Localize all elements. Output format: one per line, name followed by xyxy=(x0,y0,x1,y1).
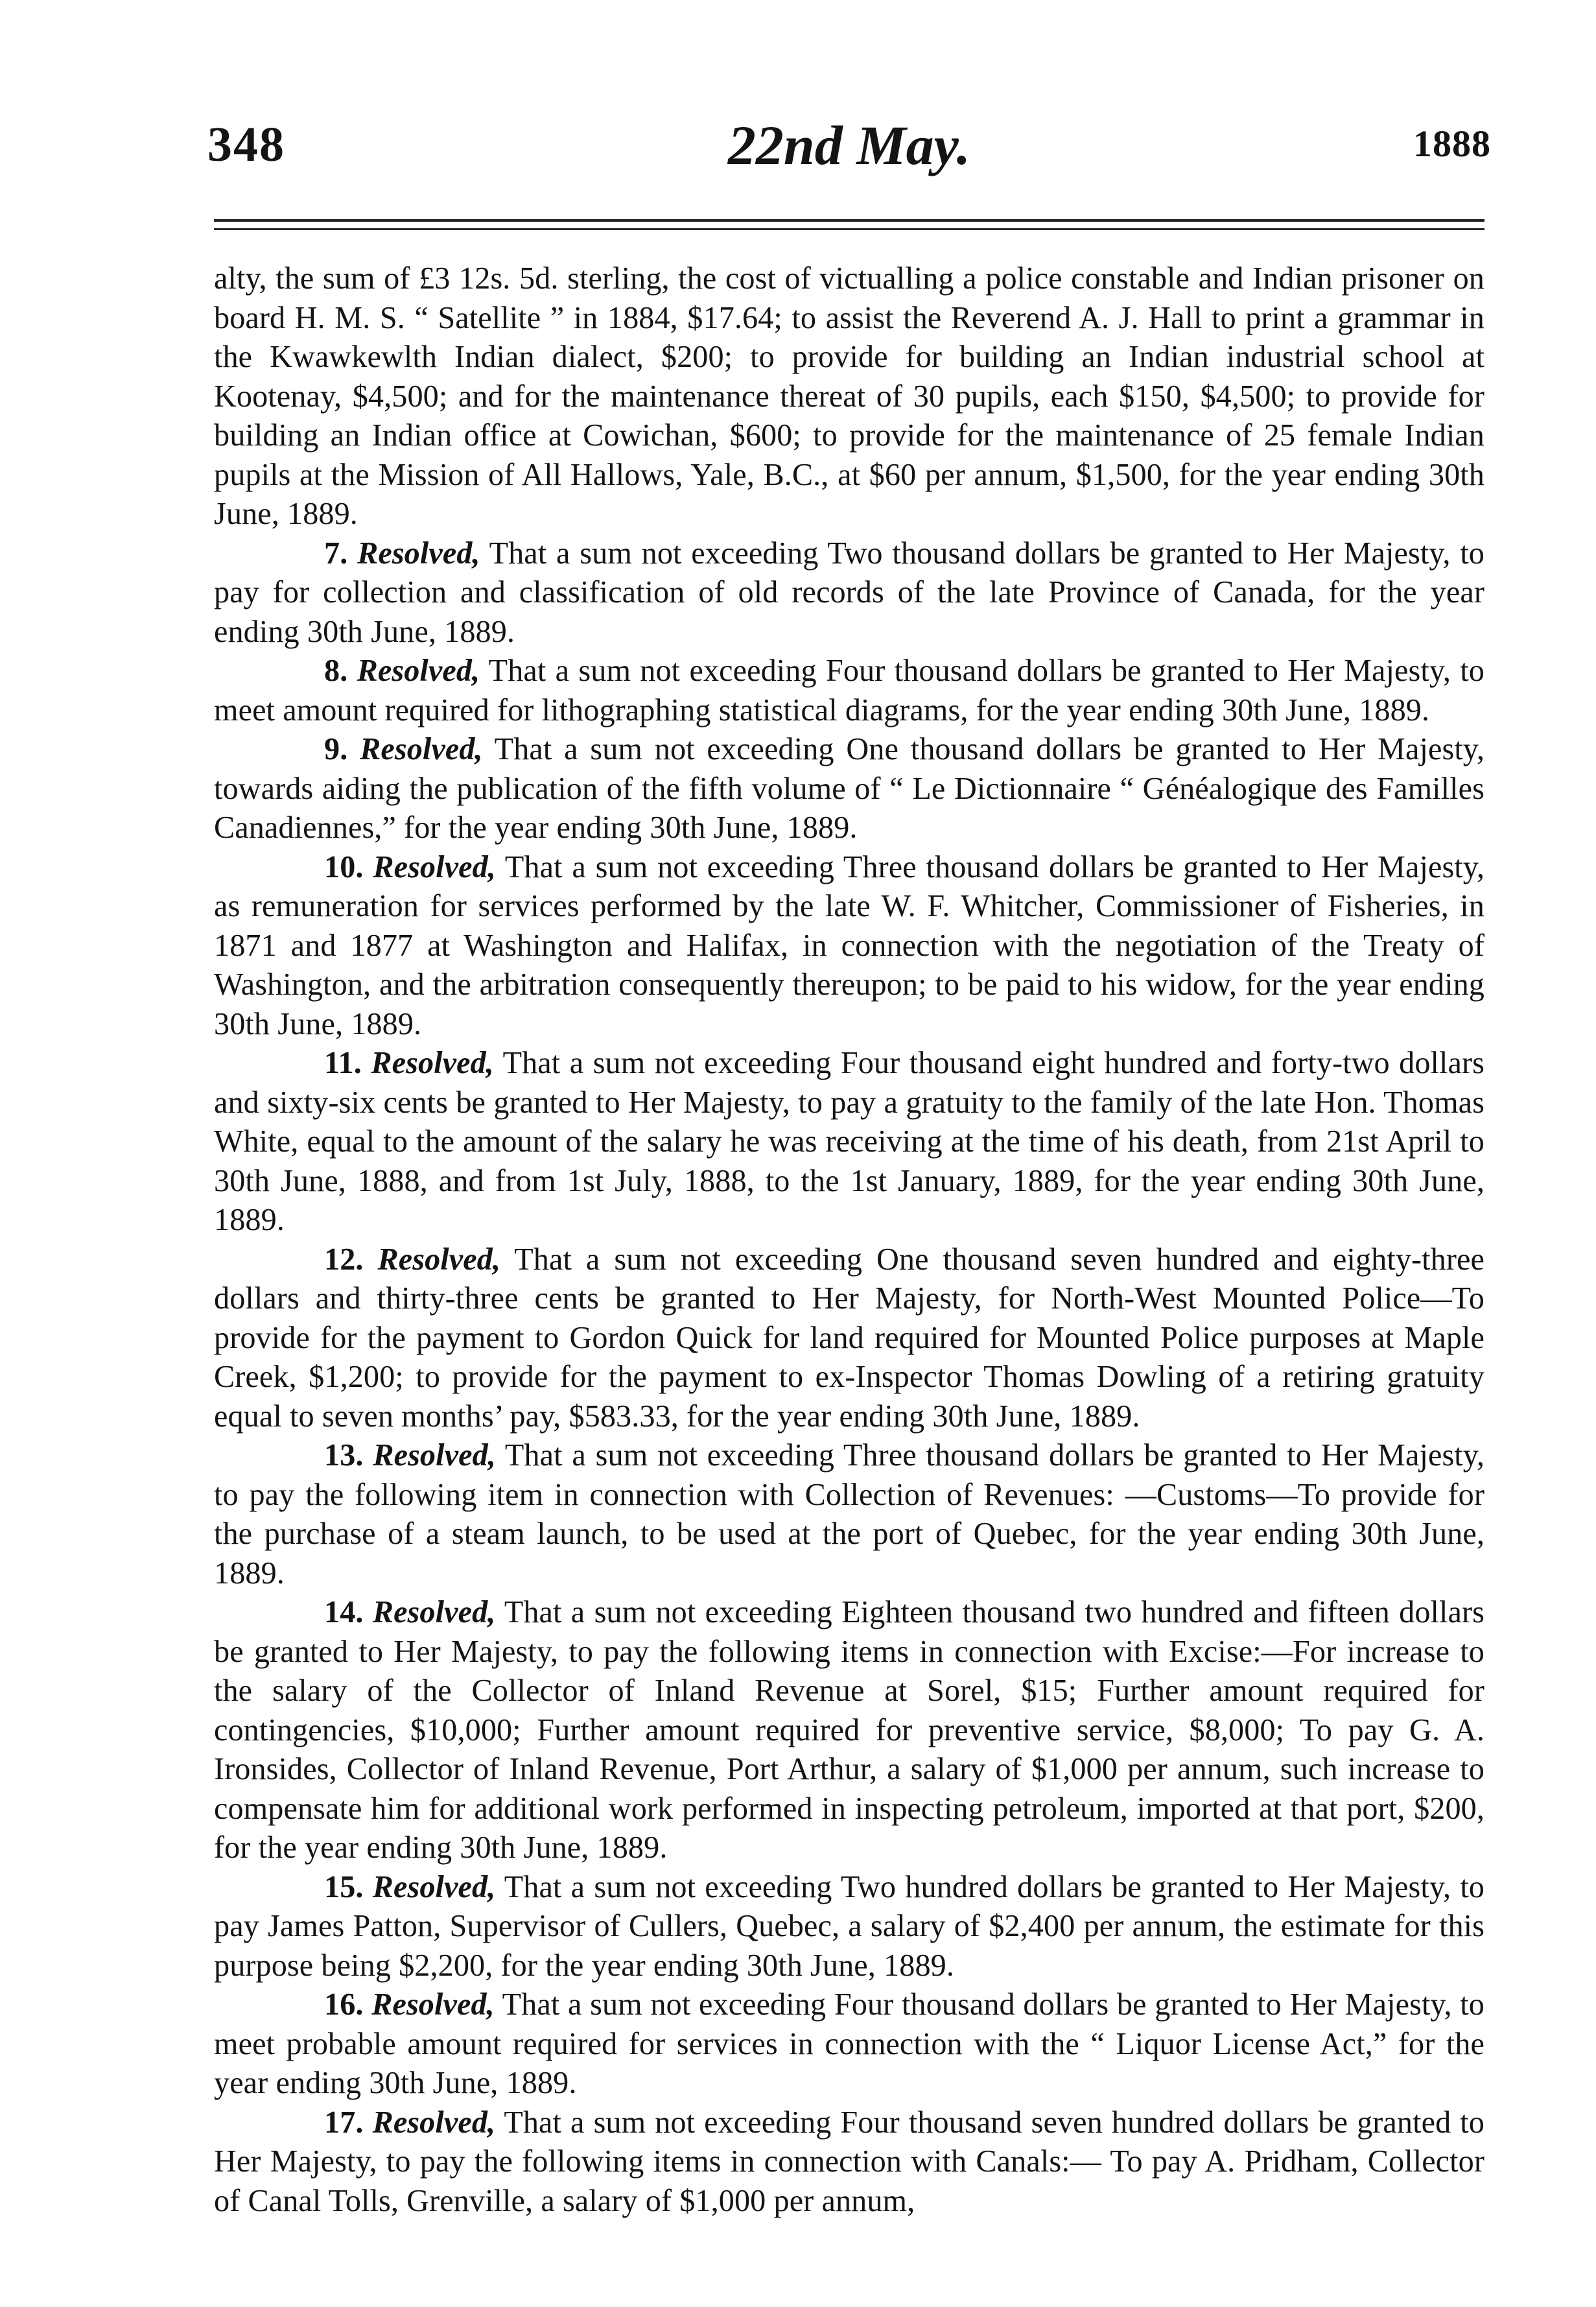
resolution-8 xyxy=(214,652,1485,730)
resolution-13 xyxy=(214,1436,1485,1593)
resolved-word: Resolved, xyxy=(373,1438,496,1473)
resolution-text: That a sum not exceeding Four thousand dollars be granted to Her Majesty, to meet probable amount required for services in connection with the “ Liquor License Act,” for the year ending 30th June, 1889. xyxy=(214,1987,1485,2100)
resolution-number: 16. xyxy=(324,1987,364,2022)
resolution-17 xyxy=(214,2103,1485,2221)
resolution-12 xyxy=(214,1240,1485,1437)
resolution-9 xyxy=(214,730,1485,848)
continuation-paragraph: alty, the sum of £3 12s. 5d. sterling, the cost of victualling a police constable and Indian prisoner on board H. M. S. “ Satellite ” in 1884, $17.64; to assist the Reverend A. J. Hall to print a grammar in the Kwawkewlth Indian dialect, $200; to provide for building an Indian industrial school at Kootenay, $4,500; and for the maintenance thereat of 30 pupils, each $150, $4,500; to provide for building an Indian office at Cowichan, $600; to provide for the maintenance of 25 female Indian pupils at the Mission of All Hallows, Yale, B.C., at $60 per annum, $1,500, for the year ending 30th June, 1889. xyxy=(214,261,1485,531)
resolution-text: That a sum not exceeding Four thousand dollars be granted to Her Majesty, to meet amount required for lithographing statistical diagrams, for the year ending 30th June, 1889. xyxy=(214,654,1485,728)
resolution-text: That a sum not exceeding One thousand seven hundred and eighty-three dollars and thirty-three cents be granted to Her Majesty, for North-West Mounted Police—To provide for the payment to Gordon Quick for land required for Mounted Police purposes at Maple Creek, $1,200; to provide for the payment to ex-Inspector Thomas Dowling of a retiring gratuity equal to seven months’ pay, $583.33, for the year ending 30th June, 1889. xyxy=(214,1242,1485,1434)
resolution-text: That a sum not exceeding One thousand dollars be granted to Her Majesty, towards aiding the publication of the fifth volume of “ Le Dictionnaire “ Généalogique des Familles Canadiennes,” for the year ending 30th June, 1889. xyxy=(214,732,1485,845)
resolution-number: 10. xyxy=(324,849,364,884)
resolution-16 xyxy=(214,1985,1485,2103)
resolution-text: That a sum not exceeding Eighteen thousand two hundred and fifteen dollars be granted to Her Majesty, to pay the following items in connection with Excise:—For increase to the salary of the Collector of Inland Revenue at Sorel, $15; Further amount required for contingencies, $10,000; Further amount required for preventive service, $8,000; To pay G. A. Ironsides, Collector of Inland Revenue, Port Arthur, a salary of $1,000 per annum, such increase to compensate him for additional work performed in inspecting petroleum, imported at that port, $200, for the year ending 30th June, 1889. xyxy=(214,1595,1485,1865)
resolution-number: 12. xyxy=(324,1242,364,1277)
header-rule xyxy=(214,219,1485,222)
resolved-word: Resolved, xyxy=(372,2105,496,2140)
running-title: 22nd May. xyxy=(727,114,971,176)
resolved-word: Resolved, xyxy=(371,1046,494,1080)
resolution-14 xyxy=(214,1593,1485,1868)
resolved-word: Resolved, xyxy=(373,849,496,884)
resolved-word: Resolved, xyxy=(357,654,480,688)
resolution-number: 8. xyxy=(324,654,348,688)
page-number: 348 xyxy=(207,117,285,172)
resolved-word: Resolved, xyxy=(371,1987,495,2022)
resolution-number: 7. xyxy=(324,536,348,571)
resolved-word: Resolved, xyxy=(372,1595,496,1629)
header-year: 1888 xyxy=(1413,123,1491,165)
resolution-text: That a sum not exceeding Two thousand dollars be granted to Her Majesty, to pay for collection and classification of old records of the late Province of Canada, for the year ending 30th June, 1889. xyxy=(214,536,1485,649)
resolution-number: 14. xyxy=(324,1595,364,1629)
resolution-7 xyxy=(214,534,1485,652)
resolution-number: 13. xyxy=(324,1438,364,1473)
page-header xyxy=(207,114,1491,188)
resolution-text: That a sum not exceeding Three thousand dollars be granted to Her Majesty, as remuneration for services performed by the late W. F. Whitcher, Commissioner of Fisheries, in 1871 and 1877 at Washington and Halifax, in connection with the negotiation of the Treaty of Washington, and the arbitration consequently thereupon; to be paid to his widow, for the year ending 30th June, 1889. xyxy=(214,849,1485,1041)
resolved-word: Resolved, xyxy=(360,732,483,766)
resolution-15 xyxy=(214,1868,1485,1986)
resolved-word: Resolved, xyxy=(377,1242,501,1277)
resolution-10 xyxy=(214,848,1485,1045)
resolution-number: 9. xyxy=(324,732,348,766)
resolution-number: 17. xyxy=(324,2105,364,2140)
resolution-text: That a sum not exceeding Two hundred dollars be granted to Her Majesty, to pay James Patton, Supervisor of Cullers, Quebec, a salary of $2,400 per annum, the estimate for this purpose being $2,200, for the year ending 30th June, 1889. xyxy=(214,1869,1485,1983)
body-text xyxy=(214,259,1485,2221)
resolution-number: 11. xyxy=(324,1046,362,1080)
resolution-text: That a sum not exceeding Four thousand eight hundred and forty-two dollars and sixty-six cents be granted to Her Majesty, to pay a gratuity to the family of the late Hon. Thomas White, equal to the amount of the salary he was receiving at the time of his death, from 21st April to 30th June, 1888, and from 1st July, 1888, to the 1st January, 1889, for the year ending 30th June, 1889. xyxy=(214,1046,1485,1237)
resolved-word: Resolved, xyxy=(357,536,480,571)
resolved-word: Resolved, xyxy=(372,1869,496,1904)
resolution-number: 15. xyxy=(324,1869,364,1904)
resolution-text: That a sum not exceeding Four thousand seven hundred dollars be granted to Her Majesty, to pay the following items in connection with Canals:— To pay A. Pridham, Collector of Canal Tolls, Grenville, a salary of $1,000 per annum, xyxy=(214,2105,1485,2218)
resolution-text: That a sum not exceeding Three thousand dollars be granted to Her Majesty, to pay the following item in connection with Collection of Revenues: —Customs—To provide for the purchase of a steam launch, to be used at the port of Quebec, for the year ending 30th June, 1889. xyxy=(214,1438,1485,1591)
resolution-11 xyxy=(214,1044,1485,1240)
header-rule-secondary xyxy=(214,228,1485,230)
